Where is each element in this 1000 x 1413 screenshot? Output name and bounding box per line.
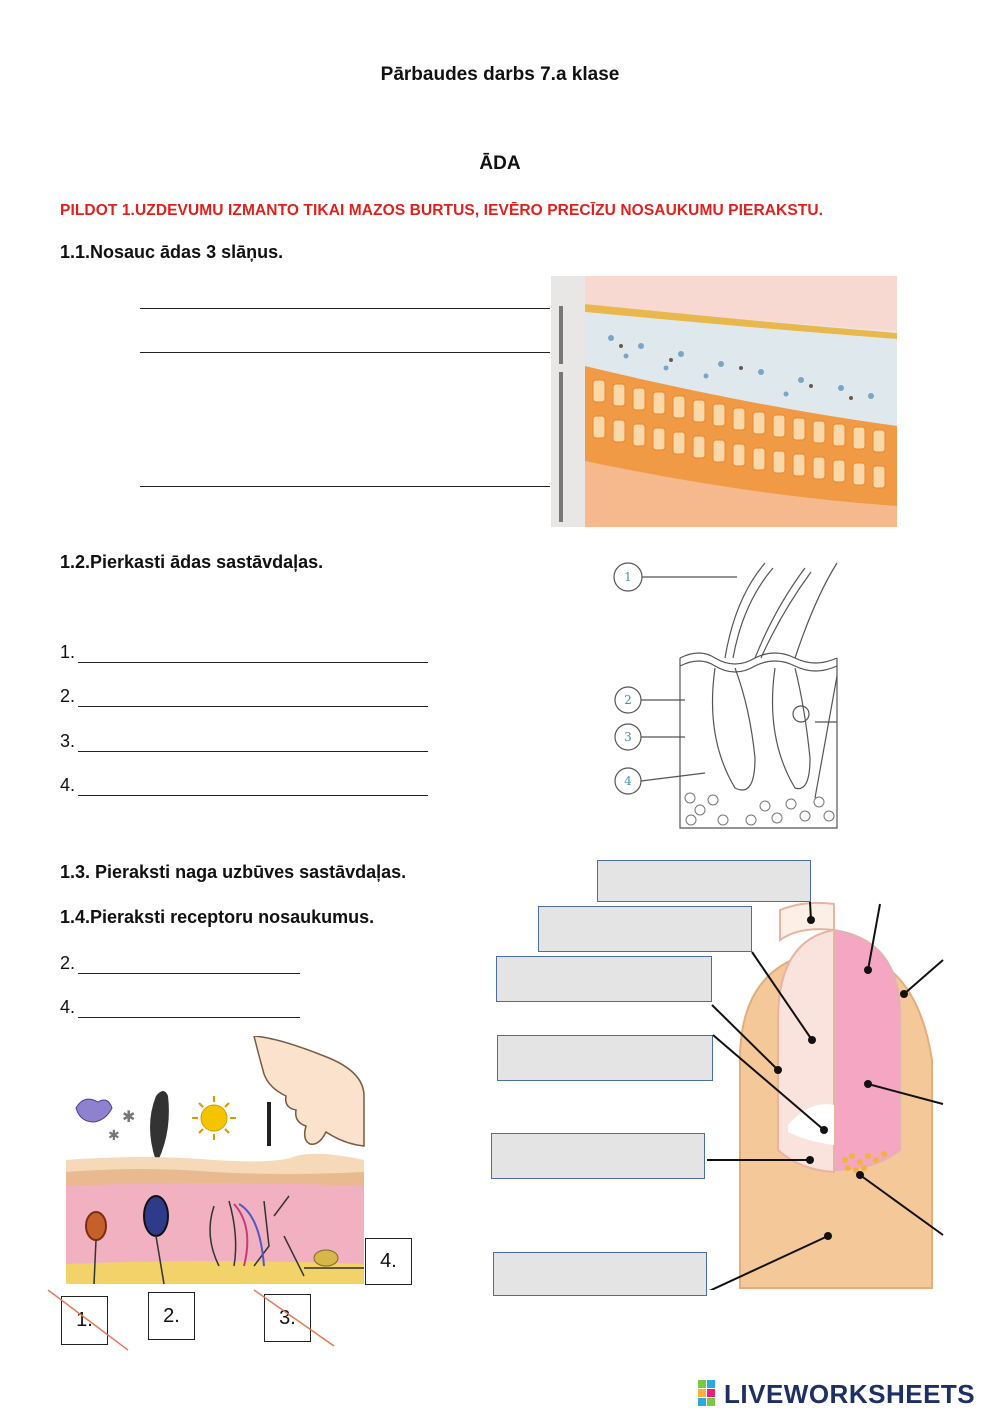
liveworksheets-logo-icon [698,1380,724,1408]
list-item-number: 4. [60,997,76,1017]
list-item-number: 3. [60,731,76,751]
question-1-3: 1.3. Pieraksti naga uzbūves sastāvdaļas. [60,862,407,882]
answer-line-layer-1[interactable] [140,308,550,309]
feather-icon [150,1091,169,1161]
question-1-1: 1.1.Nosauc ādas 3 slāņus. [60,242,284,262]
answer-line-layer-2[interactable] [140,352,550,353]
worksheet-title: Pārbaudes darbs 7.a klase [380,64,620,85]
liveworksheets-logo [698,1378,996,1410]
diagram-number: 1 [624,570,632,584]
nail-answer-box-3[interactable] [496,956,712,1002]
diagram-number: 4 [624,774,632,788]
list-item-number: 1. [60,642,76,662]
svg-text:✱: ✱ [122,1109,136,1126]
skin-layers-illustration [551,276,897,527]
diagram-number: 3 [624,730,632,744]
receptor-label-box-4: 4. [365,1238,412,1285]
answer-line-1-2-1[interactable] [78,662,428,663]
answer-line-1-4-2[interactable] [78,973,300,974]
diagram-number: 2 [624,693,632,707]
topic-heading: ĀDA [479,153,521,174]
receptors-illustration [64,1036,369,1286]
list-item-number: 2. [60,953,76,973]
receptor-label-box-2: 2. [148,1292,195,1340]
answer-line-layer-3[interactable] [140,486,550,487]
list-item-number: 4. [60,775,76,795]
nail-answer-box-6[interactable] [493,1252,707,1296]
answer-line-1-2-3[interactable] [78,751,428,752]
answer-line-1-4-4[interactable] [78,1017,300,1018]
skin-components-diagram [605,558,845,833]
cold-snowflake-icon [76,1099,135,1143]
nail-structure-illustration [700,890,945,1290]
nail-answer-box-5[interactable] [491,1133,705,1179]
svg-text:✱: ✱ [108,1127,120,1143]
sun-icon [192,1096,236,1140]
receptor-label-box-3: 3. [264,1294,311,1342]
question-1-4: 1.4.Pieraksti receptoru nosaukumus. [60,907,375,927]
receptor-label-box-1: 1. [61,1296,108,1345]
answer-line-1-2-2[interactable] [78,706,428,707]
brand-name: LIVEWORKSHEETS [724,1378,976,1409]
answer-line-1-2-4[interactable] [78,795,428,796]
list-item-number: 2. [60,686,76,706]
instruction-text: PILDOT 1.UZDEVUMU IZMANTO TIKAI MAZOS BURTUS, IEVĒRO PRECĪZU NOSAUKUMU PIERAKSTU. [60,202,824,219]
strike-marks [40,1284,340,1356]
nail-answer-box-4[interactable] [497,1035,713,1081]
question-1-2: 1.2.Pierkasti ādas sastāvdaļas. [60,552,324,572]
